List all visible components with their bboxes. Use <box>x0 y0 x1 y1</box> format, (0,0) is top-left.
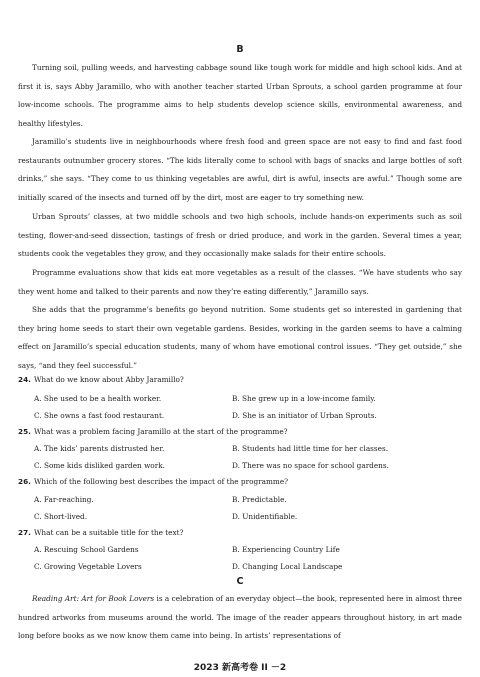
option-24-c: C. She owns a fast food restaurant. <box>34 411 165 420</box>
option-26-b: B. Predictable. <box>232 495 287 504</box>
option-26-d: D. Unidentifiable. <box>232 512 298 521</box>
question-stem: Which of the following best describes the impact of the programme? <box>33 477 289 486</box>
passage-paragraph-3: Urban Sprouts’ classes, at two middle schools and two high schools, include hands-on experiments such as soil testing, flower-and-seed dissection, tastings of fresh or dried produce, and work in the garden. Several times a year, students cook the vegetables they grow, and they occasionally make salads for their entire schools. <box>18 212 462 259</box>
question-27 <box>18 527 462 539</box>
section-c-heading: C <box>236 576 244 587</box>
question-number: 27. <box>18 528 31 537</box>
passage-paragraph-5: She adds that the programme’s benefits go beyond nutrition. Some students get so interested in gardening that they bring home seeds to start their own vegetable gardens. Besides, working in the garden seems to have a calming effect on Jaramillo’s special education students, many of whom have emotional control issues. “They get outside,” she says, “and they feel successful.” <box>18 305 462 370</box>
question-24 <box>18 374 462 386</box>
passage-paragraph-4: Programme evaluations show that kids eat more vegetables as a result of the classes. “We have students who say they went home and talked to their parents and now they’re eating differently,” Jaramillo says. <box>18 268 462 296</box>
section-b-heading: B <box>236 44 244 55</box>
passage-paragraph-1: Turning soil, pulling weeds, and harvesting cabbage sound like tough work for middle and high school kids. And at first it is, says Abby Jaramillo, who with another teacher started Urban Sprouts, a school garden programme at four low-income schools. The programme aims to help students develop science skills, environmental awareness, and healthy lifestyles. <box>18 63 462 128</box>
option-24-b: B. She grew up in a low-income family. <box>232 394 376 403</box>
question-stem: What can be a suitable title for the text? <box>33 528 184 537</box>
question-number: 24. <box>18 375 31 384</box>
question-number: 25. <box>18 427 31 436</box>
option-27-c: C. Growing Vegetable Lovers <box>34 562 142 571</box>
passage-c-text: is a celebration of an everyday object—the book, represented here in almost three hundred artworks from museums around the world. The image of the reader appears throughout history, in art made long before books as we now know them came into being. In artists’ representations of <box>18 594 462 641</box>
option-27-d: D. Changing Local Landscape <box>232 562 343 571</box>
question-25 <box>18 426 462 438</box>
option-25-d: D. There was no space for school gardens. <box>232 461 389 470</box>
question-26 <box>18 476 462 488</box>
option-24-a: A. She used to be a health worker. <box>34 394 162 403</box>
option-26-a: A. Far-reaching. <box>34 495 94 504</box>
book-title: Reading Art: Art for Book Lovers <box>32 594 155 603</box>
question-stem: What was a problem facing Jaramillo at the start of the programme? <box>33 427 288 436</box>
option-25-b: B. Students had little time for her classes. <box>232 444 389 453</box>
passage-paragraph-2: Jaramillo’s students live in neighbourhoods where fresh food and green space are not easy to find and fast food restaurants outnumber grocery stores. “The kids literally come to school with bags of snacks and large bottles of soft drinks,” she says. “They come to us thinking vegetables are awful, dirt is awful, insects are awful.” Though some are initially scared of the insects and turned off by the dirt, most are eager to try something new. <box>18 137 462 202</box>
page-footer: 2023 新高考卷 II －2 <box>193 663 287 673</box>
option-27-a: A. Rescuing School Gardens <box>34 545 139 554</box>
option-25-c: C. Some kids disliked garden work. <box>34 461 165 470</box>
passage-c-paragraph-1 <box>18 590 462 646</box>
question-number: 26. <box>18 477 31 486</box>
option-25-a: A. The kids’ parents distrusted her. <box>34 444 165 453</box>
option-27-b: B. Experiencing Country Life <box>232 545 340 554</box>
question-stem: What do we know about Abby Jaramillo? <box>33 375 184 384</box>
option-24-d: D. She is an initiator of Urban Sprouts. <box>232 411 377 420</box>
option-26-c: C. Short-lived. <box>34 512 88 521</box>
